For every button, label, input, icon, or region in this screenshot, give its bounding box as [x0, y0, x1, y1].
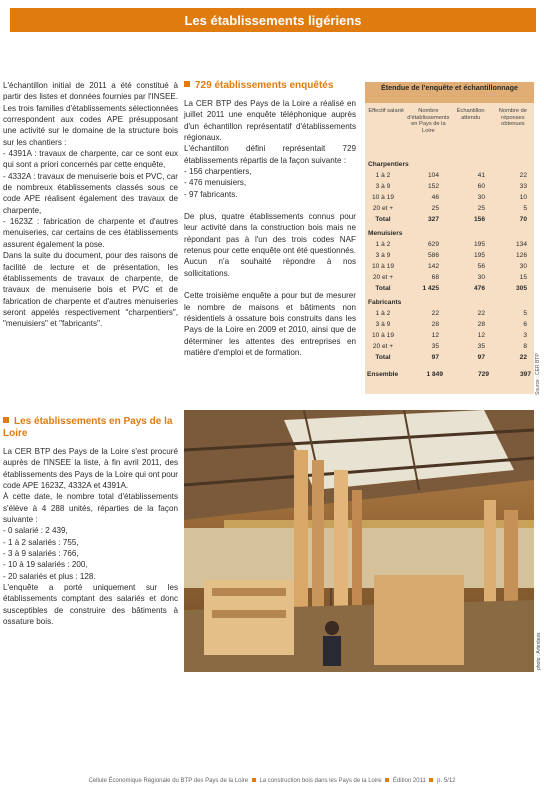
photo-credit: photo : Artenbois — [536, 632, 542, 670]
table-cell: 3 à 9 — [375, 183, 391, 190]
table-row-total — [365, 283, 534, 294]
table-cell: 22 — [477, 310, 485, 317]
section-heading: 729 établissements enquêtés — [184, 80, 356, 92]
table-cell: 5 — [523, 310, 527, 317]
table-cell: 3 à 9 — [375, 321, 391, 328]
paragraph: - 4391A : travaux de charpente, car ce sont eux qui sont a priori concernés par cette enquête, — [3, 149, 178, 170]
footer-separator-icon — [429, 778, 433, 782]
table-cell: 41 — [477, 172, 485, 179]
column-header: Échantillon attendu — [456, 108, 485, 121]
table-cell: 60 — [477, 183, 485, 190]
table-cell: 327 — [427, 216, 439, 223]
table-row-total — [365, 214, 534, 225]
paragraph: L'échantillon initial de 2011 a été constitué à partir des listes et données fournies par l'INSEE. Les trois familles d'établissements sélectionnées correspondent aux codes APE présupposant une activité sur le domaine de la structure bois sur les chantiers : — [3, 81, 178, 147]
table-row — [365, 181, 534, 192]
table-cell: 3 — [523, 332, 527, 339]
table-cell: 15 — [519, 274, 527, 281]
table-cell: 10 à 19 — [372, 194, 394, 201]
table-cell: 629 — [427, 241, 439, 248]
paragraph: Cette troisième enquête a pour but de mesurer le nombre de maisons et bâtiments non résidentiels à ossature bois construits dans les Pays de la Loire en 2009 et 2010, ainsi que de déterminer les attentes des entreprises en matière d'emploi et de formation. — [184, 291, 356, 357]
table-column-headers — [365, 103, 534, 156]
table-row — [365, 272, 534, 283]
table-row — [365, 239, 534, 250]
region-column — [3, 416, 178, 628]
bullet-square-icon — [3, 417, 9, 423]
table-cell: 12 — [477, 332, 485, 339]
survey-column — [184, 80, 356, 358]
table-row — [365, 250, 534, 261]
list-item: - 3 à 9 salariés : 766, — [3, 549, 79, 559]
list-item: - 476 menuisiers, — [184, 178, 247, 188]
footer-separator-icon — [385, 778, 389, 782]
section-heading: Les établissements en Pays de la Loire — [3, 416, 173, 439]
table-cell: 142 — [427, 263, 439, 270]
paragraph: - 4332A : travaux de menuiserie bois et PVC, car de nombreux établissements classés sous ce code APE réalisent également des travaux de charpente, — [3, 171, 179, 215]
intro-column — [3, 80, 178, 330]
table-cell: Total — [375, 354, 391, 361]
column-header: Effectif salarié — [368, 108, 404, 114]
table-group-title: Fabricants — [368, 299, 402, 306]
paragraph: La CER BTP des Pays de la Loire a réalisé en juillet 2011 une enquête téléphonique auprès d'un échantillon représentatif d'établissements régionaux. — [184, 99, 356, 143]
table-cell: 22 — [519, 354, 527, 361]
table-cell: 12 — [431, 332, 439, 339]
table-cell: 3 à 9 — [375, 252, 391, 259]
table-cell: 97 — [477, 354, 485, 361]
paragraph: Dans la suite du document, pour des raisons de facilité de lecture et de présentation, les établissements de travaux de charpente, de travaux de menuiserie bois et PVC et de fabrication de charpente et d'autres menuiseries seront appelés respectivement "charpentiers", "menuisiers" et "fabricants". — [3, 251, 178, 329]
table-row — [365, 261, 534, 272]
list-item: - 10 à 19 salariés : 200, — [3, 560, 88, 570]
table-cell: 25 — [477, 205, 485, 212]
table-row — [365, 308, 534, 319]
table-cell: 20 et + — [372, 205, 394, 212]
column-header: Nombre de réponses obtenues — [498, 108, 527, 127]
table-cell: 305 — [515, 285, 527, 292]
table-cell: 30 — [477, 274, 485, 281]
table-cell: 20 et + — [372, 274, 394, 281]
table-cell: 8 — [523, 343, 527, 350]
column-header: Nombre d'établissements en Pays de la Loire — [407, 108, 450, 134]
footer-separator-icon — [252, 778, 256, 782]
list-item: - 1 à 2 salariés : 755, — [3, 537, 79, 547]
table-cell: 126 — [515, 252, 527, 259]
survey-table — [365, 82, 534, 394]
table-cell: 195 — [473, 241, 485, 248]
table-cell: 195 — [473, 252, 485, 259]
table-cell: 1 425 — [422, 285, 439, 292]
paragraph: De plus, quatre établissements connus pour leur activité dans la construction bois mais ne répondant pas à l'un des trois codes NAF retenus pour cette enquête ont été questionnés. Aucun n'a souhaité répondre à nos sollicitations. — [184, 212, 356, 278]
table-cell: 6 — [523, 321, 527, 328]
table-cell: 586 — [427, 252, 439, 259]
table-cell: 152 — [427, 183, 439, 190]
table-group — [365, 160, 534, 225]
table-cell: 28 — [477, 321, 485, 328]
table-group — [365, 229, 534, 294]
table-source: Source : CER BTP — [535, 353, 541, 395]
paragraph: - 1623Z : fabrication de charpente et d'autres menuiseries, car certains de ces établissements assurent également la pose. — [3, 217, 178, 249]
table-cell: 134 — [515, 241, 527, 248]
bullet-square-icon — [184, 81, 190, 87]
table-row — [365, 170, 534, 181]
table-cell: 22 — [519, 172, 527, 179]
table-cell: 10 à 19 — [372, 263, 394, 270]
table-cell: 25 — [431, 205, 439, 212]
list-item: - 0 salarié : 2 439, — [3, 526, 68, 536]
table-row — [365, 319, 534, 330]
table-cell: 1 à 2 — [375, 172, 391, 179]
table-cell: 22 — [431, 310, 439, 317]
table-cell: Total — [375, 285, 391, 292]
timber-workshop-illustration — [184, 410, 534, 672]
table-group-title: Menuisiers — [368, 230, 403, 237]
table-cell: 97 — [431, 354, 439, 361]
table-row — [365, 192, 534, 203]
table-cell: 5 — [523, 205, 527, 212]
table-cell: 30 — [519, 263, 527, 270]
table-cell: 30 — [477, 194, 485, 201]
table-row — [365, 341, 534, 352]
table-cell: 35 — [477, 343, 485, 350]
table-cell: 70 — [519, 216, 527, 223]
table-cell: 35 — [431, 343, 439, 350]
table-cell: 1 à 2 — [375, 241, 391, 248]
table-cell: 33 — [519, 183, 527, 190]
table-cell: 104 — [427, 172, 439, 179]
table-cell: 156 — [473, 216, 485, 223]
page-banner-title: Les établissements ligériens — [10, 8, 536, 32]
workshop-photo — [184, 410, 534, 672]
table-cell: Total — [375, 216, 391, 223]
list-item: - 156 charpentiers, — [184, 167, 252, 177]
paragraph: La CER BTP des Pays de la Loire s'est procuré auprès de l'INSEE la liste, à fin avril 2011, des établissements des Pays de la Loire qui ont pour code APE 1623Z, 4332A et 4391A. — [3, 447, 178, 491]
list-item: - 20 salariés et plus : 128. — [3, 571, 96, 581]
list-item: - 97 fabricants. — [184, 189, 238, 199]
page-footer: Cellule Économique Régionale du BTP des Pays de la Loire La construction bois dans les Pays de la Loire Édition 2011 p. 5/12 — [88, 778, 456, 784]
table-group — [365, 298, 534, 363]
table-row — [365, 330, 534, 341]
table-cell: 46 — [431, 194, 439, 201]
paragraph: L'échantillon défini représentait 729 établissements répartis de la façon suivante : — [184, 144, 356, 165]
table-row — [365, 203, 534, 214]
table-cell: 10 à 19 — [372, 332, 394, 339]
table-cell: 476 — [473, 285, 485, 292]
paragraph: À cette date, le nombre total d'établissements s'élève à 4 288 unités, réparties de la façon suivante : — [3, 492, 178, 525]
table-cell: 68 — [431, 274, 439, 281]
table-cell: 20 et + — [372, 343, 394, 350]
table-group-title: Charpentiers — [368, 161, 409, 168]
table-cell: 10 — [519, 194, 527, 201]
table-cell: 28 — [431, 321, 439, 328]
paragraph: L'enquête a porté uniquement sur les établissements comptant des salariés et donc susceptibles de construire des bâtiments à ossature bois. — [3, 583, 178, 627]
table-cell: 56 — [477, 263, 485, 270]
table-row-total — [365, 352, 534, 363]
table-title: Étendue de l'enquête et échantillonnage — [365, 82, 534, 103]
table-cell: 1 à 2 — [375, 310, 391, 317]
table-row-ensemble: Ensemble 1 849 729 397 — [367, 371, 531, 378]
